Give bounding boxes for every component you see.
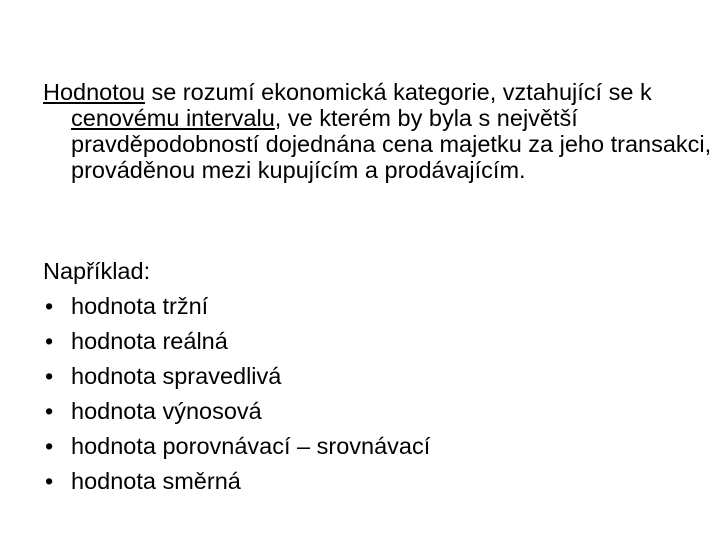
list-item-text: hodnota porovnávací – srovnávací — [71, 433, 431, 459]
definition-term: Hodnotou — [43, 79, 145, 105]
definition-paragraph — [43, 79, 720, 183]
example-list — [43, 289, 693, 499]
definition-text-part2: , ve kterém by byla s největší pravděpodobností dojednána cena majetku za jeho transakci, prováděnou mezi kupujícím a prodávajícím. — [71, 105, 712, 183]
list-item — [43, 429, 693, 464]
list-item — [43, 289, 693, 324]
examples-section — [43, 254, 693, 499]
list-item-text: hodnota výnosová — [71, 398, 262, 424]
bullet-icon: • — [45, 328, 54, 354]
list-item — [43, 324, 693, 359]
bullet-icon: • — [45, 398, 54, 424]
definition-text-part1: se rozumí ekonomická kategorie, vztahující se k — [144, 79, 652, 105]
list-item — [43, 394, 693, 429]
list-item-text: hodnota reálná — [71, 328, 228, 354]
bullet-icon: • — [45, 468, 54, 494]
list-item — [43, 464, 693, 499]
price-interval-phrase: cenovému intervalu — [71, 105, 275, 131]
list-item-text: hodnota směrná — [71, 468, 241, 494]
bullet-icon: • — [45, 293, 54, 319]
list-item-text: hodnota spravedlivá — [71, 363, 282, 389]
examples-intro: Například: — [43, 258, 151, 284]
list-item — [43, 359, 693, 394]
bullet-icon: • — [45, 433, 54, 459]
bullet-icon: • — [45, 363, 54, 389]
list-item-text: hodnota tržní — [71, 293, 209, 319]
